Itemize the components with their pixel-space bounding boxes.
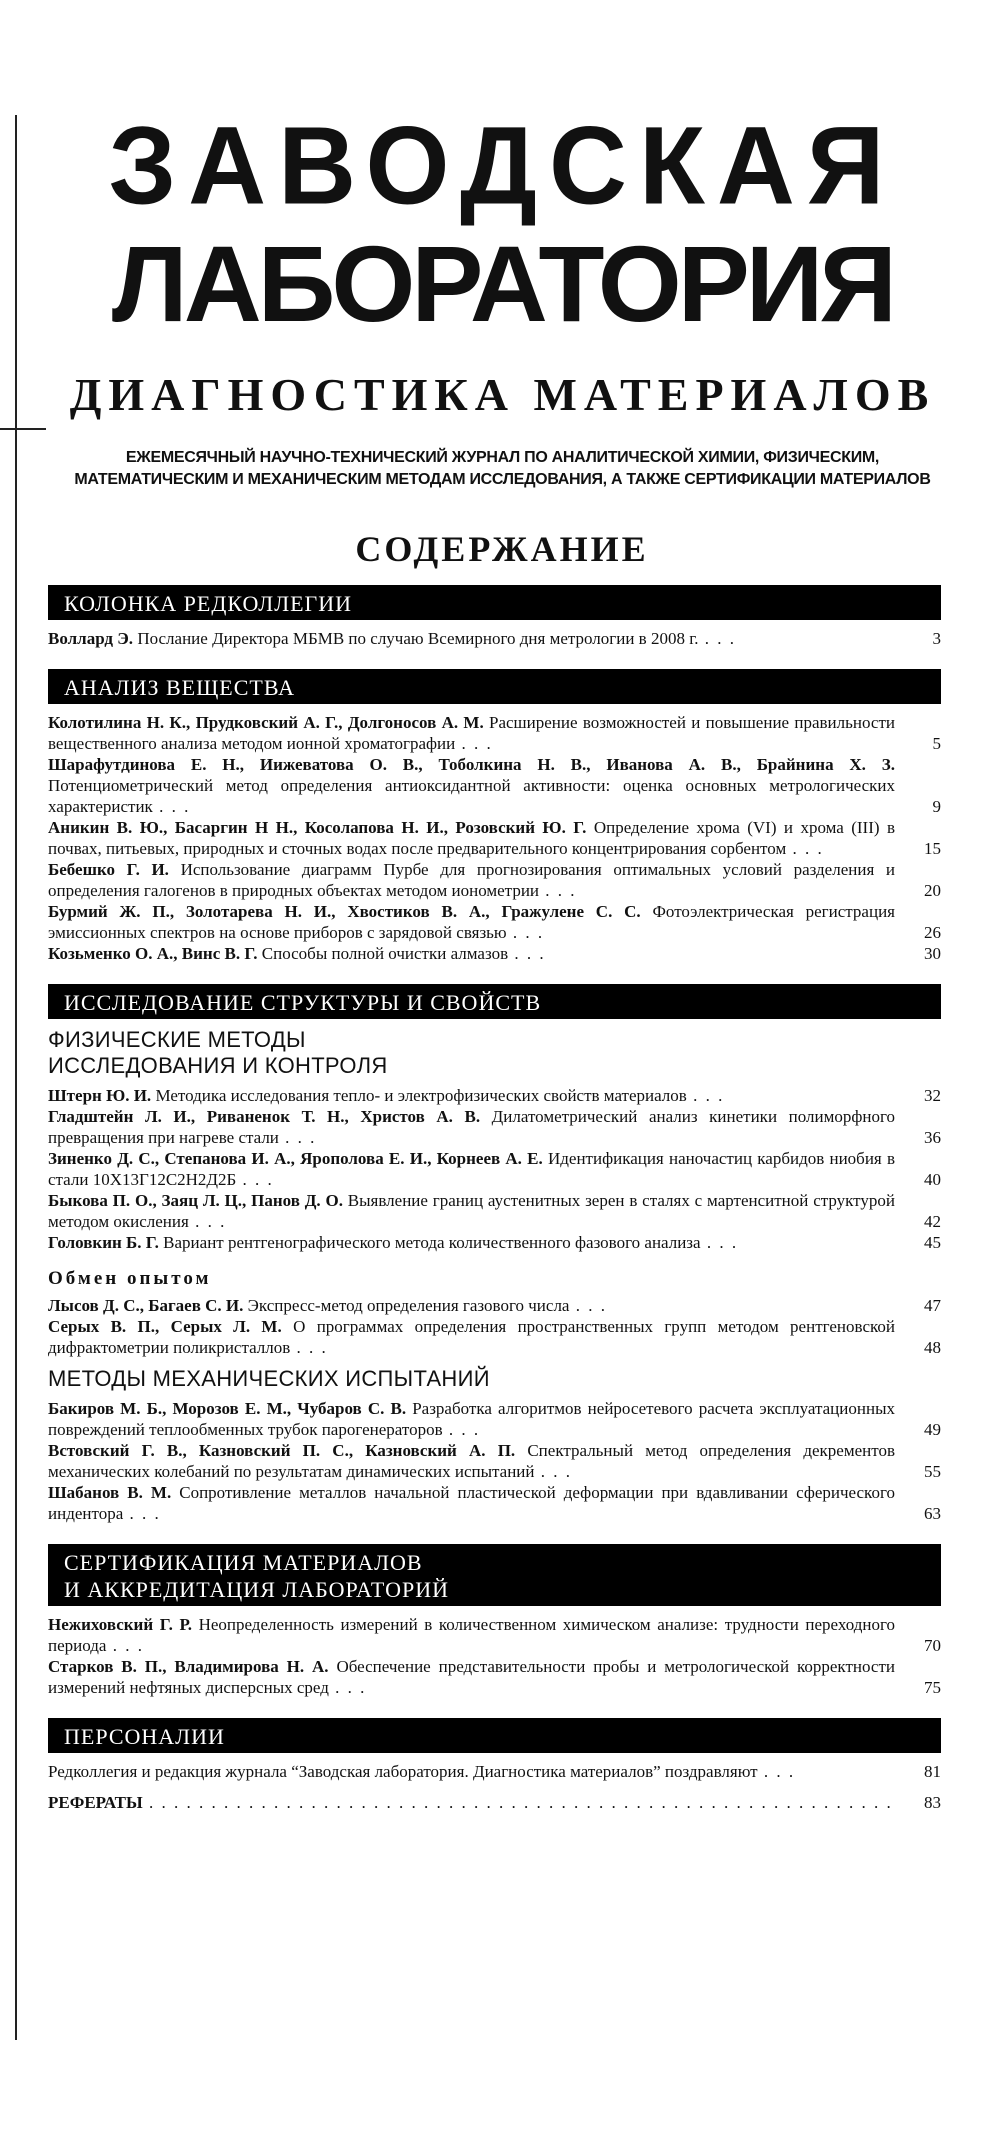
toc-entry[interactable] [48, 817, 941, 859]
toc-entry[interactable] [48, 1316, 941, 1358]
entry-authors: Колотилина Н. К., Прудковский А. Г., Долгоносов А. М. [48, 713, 490, 732]
leader-dots: . . . [686, 1086, 725, 1105]
entry-page-number: 15 [924, 839, 941, 858]
leader-dots: . . . [569, 1296, 607, 1315]
entry-title: РЕФЕРАТЫ [48, 1793, 143, 1812]
toc-entry[interactable] [48, 901, 941, 943]
entry-title: Идентификация наночастиц карбидов ниобия в стали 10Х13Г12С2Н2Д2Б [48, 1149, 895, 1189]
entry-authors: Быкова П. О., Заяц Л. Ц., Панов Д. О. [48, 1191, 348, 1210]
leader-dots: . . . [188, 1212, 227, 1231]
leader-dots: . . . [698, 629, 737, 648]
entry-title: Редколлегия и редакция журнала “Заводская лаборатория. Диагностика материалов” поздравляют [48, 1762, 758, 1781]
toc-entry[interactable] [48, 1656, 941, 1698]
entry-title: О программах определения пространственных групп методом рентгеновской дифрактометрии поликристаллов [48, 1317, 895, 1357]
entry-authors: Встовский Г. В., Казновский П. С., Казновский А. П. [48, 1441, 528, 1460]
entry-authors: Шарафутдинова Е. Н., Иижеватова О. В., Тоболкина Н. В., Иванова А. В., Брайнина Х. З. [48, 755, 895, 774]
leader-dots: . . . [757, 1762, 796, 1781]
entry-authors: Гладштейн Л. И., Риваненок Т. Н., Христов А. В. [48, 1107, 492, 1126]
section-header: ИССЛЕДОВАНИЕ СТРУКТУРЫ И СВОЙСТВ [48, 984, 941, 1019]
entry-title: Выявление границ аустенитных зерен в сталях с мартенситной структурой методом окисления [48, 1191, 895, 1231]
journal-subtitle [40, 447, 965, 491]
toc-entry[interactable] [48, 943, 941, 964]
entry-authors: Бебешко Г. И. [48, 860, 181, 879]
entry-page-number: 55 [924, 1462, 941, 1481]
entry-page-number: 9 [932, 797, 941, 816]
leader-dots: . . . [290, 1338, 328, 1357]
entry-authors: Головкин Б. Г. [48, 1233, 164, 1252]
subsection-heading: МЕТОДЫ МЕХАНИЧЕСКИХ ИСПЫТАНИЙ [48, 1366, 490, 1391]
toc-entry[interactable] [48, 1106, 941, 1148]
entry-title: Расширение возможностей и повышение правильности вещественного анализа методом ионной хроматографии [48, 713, 895, 753]
entry-page-number: 36 [924, 1128, 941, 1147]
toc-entry[interactable] [48, 1761, 941, 1782]
leader-dots: . . . [539, 881, 577, 900]
toc-entry[interactable] [48, 1085, 941, 1106]
toc-entry[interactable] [48, 1398, 941, 1440]
entry-authors: Воллард Э. [48, 629, 138, 648]
entry-page-number: 42 [924, 1212, 941, 1231]
section-header: КОЛОНКА РЕДКОЛЛЕГИИ [48, 585, 941, 620]
entry-page-number: 26 [924, 923, 941, 942]
entry-authors: Бурмий Ж. П., Золотарева Н. И., Хвостиков В. А., Гражулене С. С. [48, 902, 653, 921]
leader-dots: . . . [442, 1420, 481, 1439]
entry-page-number: 47 [924, 1296, 941, 1315]
leader-dots: . . . [278, 1128, 317, 1147]
entry-authors: Серых В. П., Серых Л. М. [48, 1317, 294, 1336]
section-spacer [48, 1698, 941, 1718]
leader-dots: . . . [236, 1170, 274, 1189]
entry-authors: Козьменко О. А., Винс В. Г. [48, 944, 262, 963]
leader-dots: . . . [455, 734, 493, 753]
entry-title: Экспресс-метод определения газового числа [247, 1296, 570, 1315]
entry-authors: Зиненко Д. С., Степанова И. А., Ярополова Е. И., Корнеев А. Е. [48, 1149, 548, 1168]
entry-authors: Лысов Д. С., Багаев С. И. [48, 1296, 248, 1315]
entry-title: Спектральный метод определения декрементов механических колебаний по результатам динамических испытаний [48, 1441, 895, 1481]
section-spacer [48, 1524, 941, 1544]
entry-page-number: 45 [924, 1233, 941, 1252]
entry-page-number: 81 [924, 1762, 941, 1781]
leader-dots: . . . [506, 923, 545, 942]
contents-heading: СОДЕРЖАНИЕ [355, 529, 649, 569]
toc-entry[interactable] [48, 628, 941, 649]
toc-entry[interactable] [48, 1482, 941, 1524]
entry-page-number: 3 [932, 629, 941, 648]
toc-entry[interactable] [48, 1232, 941, 1253]
entry-authors: Нежиховский Г. Р. [48, 1615, 199, 1634]
toc-entry[interactable] [48, 1614, 941, 1656]
table-of-contents [48, 585, 941, 1813]
leader-dots: . . . [123, 1504, 161, 1523]
entry-title: Определение хрома (VI) и хрома (III) в почвах, питьевых, природных и сточных водах после предварительного концентрирования сорбентом [48, 818, 895, 858]
entry-title: Сопротивление металлов начальной пластической деформации при вдавливании сферического индентора [48, 1483, 895, 1523]
subsection-heading: ФИЗИЧЕСКИЕ МЕТОДЫ ИССЛЕДОВАНИЯ И КОНТРОЛЯ [48, 1027, 388, 1078]
entry-authors: Шабанов В. М. [48, 1483, 180, 1502]
entry-title: Обеспечение представительности пробы и метрологической корректности измерений нефтяных дисперсных сред [48, 1657, 895, 1697]
toc-entry[interactable] [48, 754, 941, 817]
toc-entry[interactable] [48, 859, 941, 901]
entry-authors: Старков В. П., Владимирова Н. А. [48, 1657, 337, 1676]
toc-entry[interactable] [48, 1440, 941, 1482]
entry-title: Вариант рентгенографического метода количественного фазового анализа [163, 1233, 701, 1252]
leader-dots: . . . [700, 1233, 739, 1252]
entry-title: Послание Директора МБМВ по случаю Всемирного дня метрологии в 2008 г. [137, 629, 699, 648]
leader-dots: . . . [534, 1462, 572, 1481]
leader-dots: . . . [508, 944, 546, 963]
section-header: ПЕРСОНАЛИИ [48, 1718, 941, 1753]
entry-page-number: 49 [924, 1420, 941, 1439]
journal-title-line2: ЛАБОРАТОРИЯ [111, 223, 894, 344]
section-header: АНАЛИЗ ВЕЩЕСТВА [48, 669, 941, 704]
section-spacer [48, 964, 941, 984]
section-header: СЕРТИФИКАЦИЯ МАТЕРИАЛОВ И АККРЕДИТАЦИЯ ЛАБОРАТОРИЙ [48, 1544, 941, 1606]
entry-page-number: 63 [924, 1504, 941, 1523]
entry-page-number: 70 [924, 1636, 941, 1655]
entry-page-number: 40 [924, 1170, 941, 1189]
subsection-heading: Обмен опытом [48, 1268, 212, 1289]
entry-authors: Аникин В. Ю., Басаргин Н Н., Косолапова Н. И., Розовский Ю. Г. [48, 818, 594, 837]
toc-entry[interactable] [48, 712, 941, 754]
entry-title: Неопределенность измерений в количественном химическом анализе: трудности переходного периода [48, 1615, 896, 1655]
section-spacer [48, 1782, 941, 1792]
toc-entry-abstracts[interactable] [48, 1792, 941, 1813]
entry-page-number: 83 [924, 1793, 941, 1812]
entry-title: Способы полной очистки алмазов [261, 944, 509, 963]
entry-authors: Штерн Ю. И. [48, 1086, 156, 1105]
entry-page-number: 32 [924, 1086, 941, 1105]
leader-dots: . . . [152, 797, 191, 816]
entry-page-number: 30 [924, 944, 941, 963]
leader-dots: . . . [328, 1678, 367, 1697]
journal-title-line1: ЗАВОДСКАЯ [108, 103, 897, 228]
leader-dots: . . . [786, 839, 824, 858]
entry-title: Потенциометрический метод определения антиоксидантной активности: оценка основных метрологических характеристик [48, 776, 895, 816]
entry-authors: Бакиров М. Б., Морозов Е. М., Чубаров С. В. [48, 1399, 413, 1418]
entry-page-number: 20 [924, 881, 941, 900]
toc-entry[interactable] [48, 1190, 941, 1232]
entry-title: Разработка алгоритмов нейросетевого расчета эксплуатационных повреждений теплообменных трубок парогенераторов [48, 1399, 895, 1439]
entry-page-number: 48 [924, 1338, 941, 1357]
entry-title: Методика исследования тепло- и электрофизических свойств материалов [155, 1086, 687, 1105]
entry-page-number: 75 [924, 1678, 941, 1697]
left-margin-tick [0, 428, 46, 430]
entry-title: Дилатометрический анализ кинетики полиморфного превращения при нагреве стали [48, 1107, 895, 1147]
journal-title-line3: ДИАГНОСТИКА МАТЕРИАЛОВ [69, 369, 936, 420]
subtitle-line2: МАТЕМАТИЧЕСКИМ И МЕХАНИЧЕСКИМ МЕТОДАМ ИССЛЕДОВАНИЯ, А ТАКЖЕ СЕРТИФИКАЦИИ МАТЕРИАЛОВ [74, 471, 931, 488]
left-margin-rule [15, 115, 17, 2040]
section-spacer [48, 649, 941, 669]
leader-dots: . . . . . . . . . . . . . . . . . . . . . . . . . . . . . . . . . . . . . . . . . . . . . . . . . . . . . . . . . . . . [142, 1793, 893, 1812]
entry-title: Фотоэлектрическая регистрация эмиссионных спектров на основе приборов с зарядовой связью [48, 902, 895, 942]
toc-entry[interactable] [48, 1148, 941, 1190]
subtitle-line1: ЕЖЕМЕСЯЧНЫЙ НАУЧНО-ТЕХНИЧЕСКИЙ ЖУРНАЛ ПО АНАЛИТИЧЕСКОЙ ХИМИИ, ФИЗИЧЕСКИМ, [125, 449, 880, 466]
entry-title: Использование диаграмм Пурбе для прогнозирования оптимальных условий разделения и определения галогенов в природных объектах методом ионометрии [48, 860, 896, 900]
toc-entry[interactable] [48, 1295, 941, 1316]
leader-dots: . . . [106, 1636, 144, 1655]
entry-page-number: 5 [932, 734, 941, 753]
